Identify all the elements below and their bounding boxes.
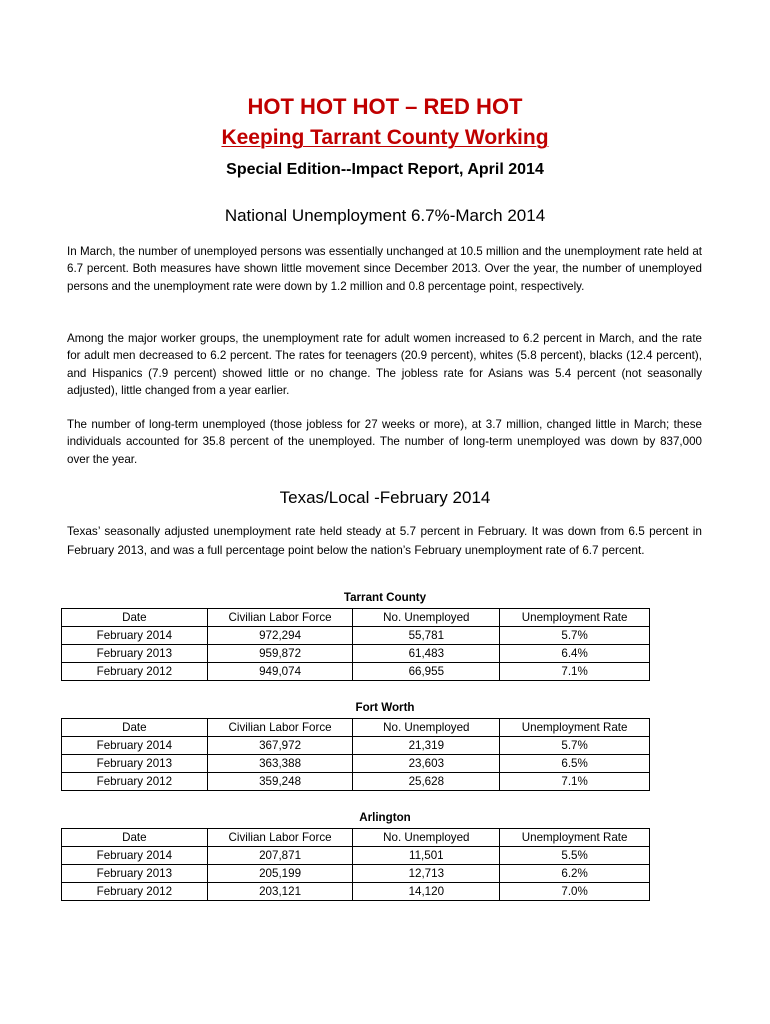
- column-header: Date: [62, 609, 208, 627]
- column-header: Unemployment Rate: [500, 829, 650, 847]
- table-cell: 12,713: [353, 865, 500, 883]
- table-cell: 55,781: [353, 627, 500, 645]
- table-cell: 7.1%: [500, 663, 650, 681]
- table-cell: 359,248: [207, 773, 353, 791]
- table-title-fort-worth: Fort Worth: [355, 701, 415, 714]
- table-cell: 6.4%: [500, 645, 650, 663]
- column-header: No. Unemployed: [353, 609, 500, 627]
- table-cell: 25,628: [353, 773, 500, 791]
- table-cell: 205,199: [207, 865, 353, 883]
- table-header-row: [62, 719, 650, 737]
- table-row: [62, 737, 650, 755]
- table-row: [62, 663, 650, 681]
- subheadline: Keeping Tarrant County Working: [221, 126, 549, 149]
- table-fort-worth: [61, 718, 650, 791]
- table-row: [62, 847, 650, 865]
- national-heading: National Unemployment 6.7%-March 2014: [224, 206, 546, 225]
- table-title-arlington: Arlington: [359, 811, 411, 824]
- table-cell: February 2014: [62, 627, 208, 645]
- column-header: Date: [62, 829, 208, 847]
- column-header: No. Unemployed: [353, 829, 500, 847]
- table-row: [62, 755, 650, 773]
- table-row: [62, 645, 650, 663]
- national-paragraph-1: In March, the number of unemployed persons was essentially unchanged at 10.5 million and the unemployment rate held at 6.7 percent. Both measures have shown little movement since December 2013. Over the year, the number of unemployed persons and the unemployment rate were down by 1.2 million and 0.8 percentage point, respectively.: [67, 245, 702, 293]
- table-cell: February 2013: [62, 755, 208, 773]
- table-cell: 23,603: [353, 755, 500, 773]
- column-header: Civilian Labor Force: [207, 829, 353, 847]
- table-cell: February 2014: [62, 737, 208, 755]
- local-heading: Texas/Local -February 2014: [279, 488, 491, 507]
- table-cell: 5.5%: [500, 847, 650, 865]
- column-header: No. Unemployed: [353, 719, 500, 737]
- column-header: Unemployment Rate: [500, 609, 650, 627]
- table-cell: February 2013: [62, 865, 208, 883]
- table-header-row: [62, 609, 650, 627]
- table-cell: 6.2%: [500, 865, 650, 883]
- table-tarrant-county: [61, 608, 650, 681]
- table-cell: 21,319: [353, 737, 500, 755]
- table-cell: February 2012: [62, 663, 208, 681]
- table-cell: 367,972: [207, 737, 353, 755]
- table-cell: February 2012: [62, 883, 208, 901]
- table-cell: 5.7%: [500, 627, 650, 645]
- table-row: [62, 627, 650, 645]
- table-header-row: [62, 829, 650, 847]
- table-cell: 14,120: [353, 883, 500, 901]
- column-header: Unemployment Rate: [500, 719, 650, 737]
- table-cell: 66,955: [353, 663, 500, 681]
- table-row: [62, 883, 650, 901]
- local-paragraph: Texas’ seasonally adjusted unemployment rate held steady at 5.7 percent in February. It was down from 6.5 percent in February 2013, and was a full percentage point below the nation’s February unemployment rate of 6.7 percent.: [67, 524, 702, 557]
- column-header: Civilian Labor Force: [207, 609, 353, 627]
- table-title-tarrant: Tarrant County: [343, 591, 427, 604]
- table-cell: 7.0%: [500, 883, 650, 901]
- table-cell: February 2013: [62, 645, 208, 663]
- national-paragraph-2: Among the major worker groups, the unemployment rate for adult women increased to 6.2 percent in March, and the rate for adult men decreased to 6.2 percent. The rates for teenagers (20.9 percent), whites (5.8 percent), blacks (12.4 percent), and Hispanics (7.9 percent) showed little or no change. The jobless rate for Asians was 5.4 percent (not seasonally adjusted), little changed from a year earlier.: [67, 332, 702, 398]
- table-cell: 959,872: [207, 645, 353, 663]
- table-cell: 363,388: [207, 755, 353, 773]
- table-cell: 972,294: [207, 627, 353, 645]
- column-header: Date: [62, 719, 208, 737]
- table-cell: February 2014: [62, 847, 208, 865]
- edition-line: Special Edition--Impact Report, April 2014: [226, 161, 544, 178]
- headline: HOT HOT HOT – RED HOT: [247, 94, 523, 119]
- table-cell: 61,483: [353, 645, 500, 663]
- table-cell: 6.5%: [500, 755, 650, 773]
- table-arlington: [61, 828, 650, 901]
- table-cell: 11,501: [353, 847, 500, 865]
- table-cell: 949,074: [207, 663, 353, 681]
- table-cell: 7.1%: [500, 773, 650, 791]
- national-paragraph-3: The number of long-term unemployed (those jobless for 27 weeks or more), at 3.7 million, changed little in March; these individuals accounted for 35.8 percent of the unemployed. The number of long-term unemployed was down by 837,000 over the year.: [67, 418, 702, 466]
- table-cell: 207,871: [207, 847, 353, 865]
- table-cell: 5.7%: [500, 737, 650, 755]
- table-row: [62, 865, 650, 883]
- table-cell: 203,121: [207, 883, 353, 901]
- table-row: [62, 773, 650, 791]
- table-cell: February 2012: [62, 773, 208, 791]
- column-header: Civilian Labor Force: [207, 719, 353, 737]
